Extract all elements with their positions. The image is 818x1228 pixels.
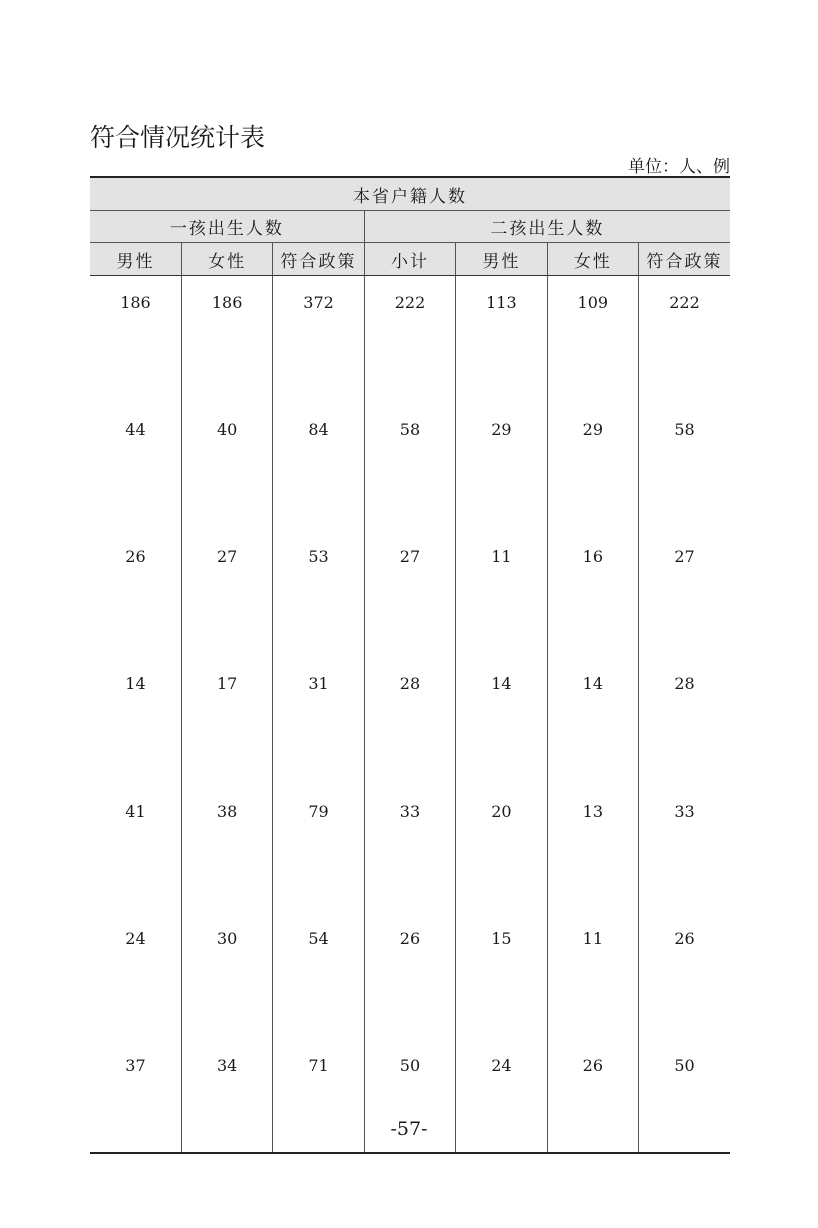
table-cell: 33 (364, 785, 455, 912)
column-header: 符合政策 (639, 243, 730, 276)
table-cell: 71 (273, 1039, 364, 1153)
table-cell: 24 (456, 1039, 547, 1153)
table-body (90, 276, 730, 1154)
table-cell: 26 (364, 912, 455, 1039)
table-cell: 26 (125, 547, 146, 567)
table-cell: 28 (364, 657, 455, 784)
table-cell: 222 (639, 276, 730, 403)
table-cell: 20 (456, 785, 547, 912)
column-header: 女性 (547, 243, 638, 276)
table-cell: 26 (547, 1039, 638, 1153)
header-group-second-child: 二孩出生人数 (364, 211, 730, 243)
table-title: 符合情况统计表 (90, 123, 266, 152)
table-cell: 186 (120, 293, 151, 312)
table-cell: 44 (125, 419, 146, 439)
table-cell: 54 (273, 912, 364, 1039)
table-cell: 37 (90, 1039, 181, 1153)
table-cell: 27 (364, 530, 455, 657)
table-cell: 11 (547, 912, 638, 1039)
table-cell: 16 (547, 530, 638, 657)
table-cell: 27 (639, 530, 730, 657)
header-top: 本省户籍人数 (90, 177, 730, 211)
table-cell: 26 (639, 912, 730, 1039)
page-number: -57- (390, 1118, 428, 1140)
table-cell: 11 (456, 530, 547, 657)
table-cell: 222 (364, 276, 455, 403)
table-cell: 79 (273, 785, 364, 912)
statistics-table-container (90, 176, 730, 1154)
column-header: 符合政策 (273, 243, 364, 276)
table-cell: 50 (639, 1039, 730, 1153)
column-header: 女性 (181, 243, 272, 276)
statistics-table (90, 176, 730, 1154)
column-header: 男性 (90, 243, 181, 276)
table-cell: 53 (273, 530, 364, 657)
table-cell: 14 (125, 674, 146, 694)
unit-label: 单位：人、例 (628, 157, 730, 177)
table-header (90, 177, 730, 276)
table-row (90, 785, 730, 912)
table-cell: 17 (181, 657, 272, 784)
column-header: 小计 (364, 243, 455, 276)
table-cell: 40 (181, 403, 272, 530)
table-cell: 31 (273, 657, 364, 784)
table-row (90, 657, 730, 784)
table-cell: 13 (547, 785, 638, 912)
table-cell: 109 (547, 276, 638, 403)
table-cell: 27 (181, 530, 272, 657)
table-cell: 372 (273, 276, 364, 403)
table-cell: 24 (125, 928, 146, 948)
table-cell: 29 (456, 403, 547, 530)
table-cell: 15 (456, 912, 547, 1039)
table-cell: 186 (181, 276, 272, 403)
table-cell: 58 (639, 403, 730, 530)
table-row (90, 912, 730, 1039)
table-row (90, 530, 730, 657)
table-cell: 14 (547, 657, 638, 784)
table-cell: 84 (273, 403, 364, 530)
table-cell: 58 (364, 403, 455, 530)
table-cell: 34 (181, 1039, 272, 1153)
table-cell: 14 (456, 657, 547, 784)
table-row (90, 276, 730, 403)
table-cell: 113 (456, 276, 547, 403)
table-cell: 50 (364, 1039, 455, 1153)
table-row (90, 403, 730, 530)
table-cell: 41 (125, 801, 146, 821)
table-cell: 38 (181, 785, 272, 912)
table-cell: 28 (639, 657, 730, 784)
table-cell: 29 (547, 403, 638, 530)
table-cell: 33 (639, 785, 730, 912)
column-header: 男性 (456, 243, 547, 276)
header-group-first-child: 一孩出生人数 (90, 211, 364, 243)
table-cell: 30 (181, 912, 272, 1039)
